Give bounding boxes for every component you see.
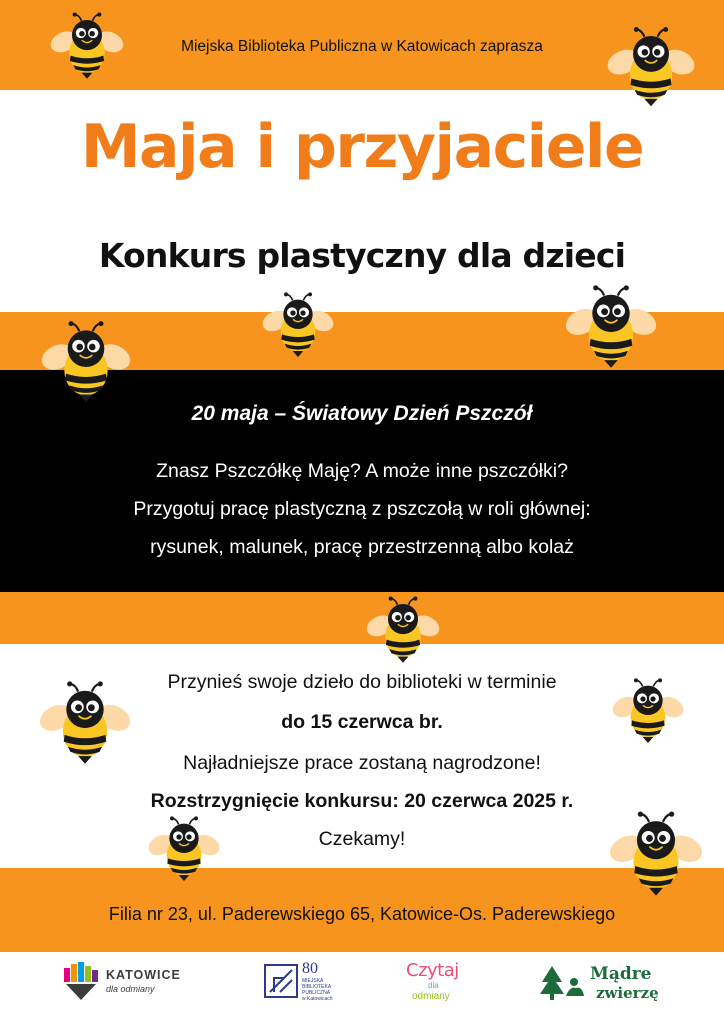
katowice-logo-name: KATOWICE: [106, 968, 181, 982]
poster-title: Maja i przyjaciele: [80, 112, 644, 182]
library-logo-icon: [264, 964, 298, 998]
event-heading: 20 maja – Światowy Dzień Pszczół: [191, 402, 533, 425]
madre-zwierze-logo-icon: [538, 962, 586, 1002]
bee-icon: [604, 808, 708, 900]
bee-icon: [258, 290, 338, 360]
event-line-2: Przygotuj pracę plastyczną z pszczołą w roli głównej:: [133, 498, 591, 520]
library-logo-line-1: MIEJSKA: [302, 978, 324, 984]
info-line-1: Przynieś swoje dzieło do biblioteki w terminie: [167, 671, 557, 693]
czytaj-logo-word-3: odmiany: [412, 991, 450, 1002]
czytaj-dla-odmiany-logo: [404, 960, 474, 1006]
poster-subtitle: Konkurs plastyczny dla dzieci: [98, 236, 626, 275]
katowice-logo: [64, 960, 194, 1006]
madre-logo-line-1: Mądre: [590, 964, 652, 984]
bee-icon: [46, 10, 128, 82]
library-logo-number: 80: [302, 960, 318, 977]
event-line-1: Znasz Pszczółkę Maję? A może inne pszczółki?: [156, 460, 568, 482]
madre-zwierze-logo: [538, 960, 668, 1006]
bee-icon: [560, 282, 662, 372]
bee-icon: [36, 318, 136, 406]
address-text: Filia nr 23, ul. Paderewskiego 65, Katowice-Os. Paderewskiego: [108, 904, 616, 924]
invitation-text: Miejska Biblioteka Publiczna w Katowicach zaprasza: [181, 38, 543, 55]
library-logo-line-4: w Katowicach: [302, 996, 333, 1002]
results-date-text: Rozstrzygnięcie konkursu: 20 czerwca 2025 r.: [150, 790, 574, 812]
closing-text: Czekamy!: [318, 828, 406, 850]
library-logo-line-2: BIBLIOTEKA: [302, 984, 332, 990]
bee-icon: [362, 594, 444, 666]
info-line-3: Najładniejsze prace zostaną nagrodzone!: [183, 752, 541, 774]
katowice-logo-tagline: dla odmiany: [106, 984, 155, 994]
bee-icon: [602, 24, 700, 110]
madre-logo-line-2: zwierzę: [596, 984, 659, 1002]
library-logo: [264, 960, 344, 1006]
bee-icon: [608, 676, 688, 746]
deadline-text: do 15 czerwca br.: [281, 711, 443, 733]
event-line-3: rysunek, malunek, pracę przestrzenną albo kolaż: [150, 536, 574, 558]
bee-icon: [34, 678, 136, 768]
bee-icon: [144, 814, 224, 884]
library-logo-line-3: PUBLICZNA: [302, 990, 331, 996]
czytaj-logo-word-2: dla: [428, 981, 439, 990]
katowice-logo-icon: [64, 962, 100, 1002]
czytaj-logo-word-1: Czytaj: [406, 960, 459, 981]
